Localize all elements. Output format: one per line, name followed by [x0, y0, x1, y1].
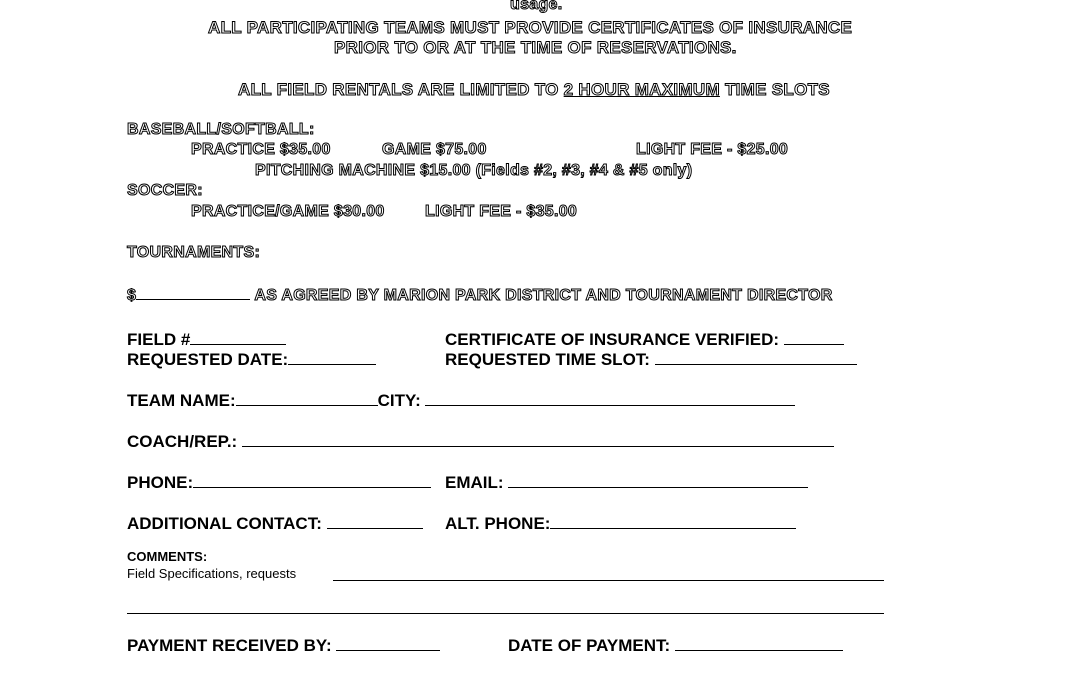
- tournament-dollar-sign: $: [127, 287, 137, 304]
- tournament-agreement-row: [127, 285, 833, 305]
- cert-verified-input[interactable]: [784, 330, 844, 345]
- date-of-payment-row: [508, 636, 843, 656]
- team-name-label: TEAM NAME:: [127, 391, 236, 410]
- additional-contact-row: [127, 514, 423, 534]
- alt-phone-input[interactable]: [550, 514, 796, 529]
- email-row: [445, 473, 808, 493]
- date-of-payment-input[interactable]: [675, 636, 843, 651]
- additional-contact-input[interactable]: [327, 514, 423, 529]
- rental-limit-suffix: TIME SLOTS: [719, 80, 830, 99]
- email-input[interactable]: [508, 473, 808, 488]
- payment-received-label: PAYMENT RECEIVED BY:: [127, 636, 332, 655]
- field-number-label: FIELD #: [127, 330, 191, 349]
- city-label: CITY:: [377, 391, 421, 410]
- comments-label: COMMENTS:: [127, 549, 208, 564]
- soccer-light-fee: LIGHT FEE - $35.00: [425, 203, 578, 220]
- alt-phone-row: [445, 514, 796, 534]
- payment-received-input[interactable]: [336, 636, 440, 651]
- coach-rep-input[interactable]: [242, 432, 834, 447]
- baseball-light-fee: LIGHT FEE - $25.00: [636, 141, 789, 158]
- phone-input[interactable]: [193, 473, 431, 488]
- requested-time-slot-label: REQUESTED TIME SLOT:: [445, 350, 650, 369]
- email-label: EMAIL:: [445, 473, 504, 492]
- rental-limit-notice: [238, 80, 830, 100]
- comments-line-2[interactable]: [127, 613, 884, 614]
- requested-date-row: [127, 350, 376, 370]
- date-of-payment-label: DATE OF PAYMENT:: [508, 636, 671, 655]
- cert-verified-row: [445, 330, 844, 350]
- baseball-game-fee: GAME $75.00: [382, 141, 487, 158]
- pitching-machine-fee: PITCHING MACHINE $15.00 (Fields #2, #3, #4 & #5 only): [255, 162, 693, 179]
- tournament-agreement-text: AS AGREED BY MARION PARK DISTRICT AND TOURNAMENT DIRECTOR: [254, 287, 833, 304]
- soccer-practice-game-fee: PRACTICE/GAME $30.00: [191, 203, 385, 220]
- tournament-amount-field[interactable]: [136, 285, 250, 300]
- city-input[interactable]: [425, 391, 795, 406]
- coach-rep-label: COACH/REP.:: [127, 432, 238, 451]
- rental-limit-prefix: ALL FIELD RENTALS ARE LIMITED TO: [238, 80, 564, 99]
- requested-date-input[interactable]: [288, 350, 376, 365]
- requested-time-slot-input[interactable]: [655, 350, 857, 365]
- insurance-notice-line2: PRIOR TO OR AT THE TIME OF RESERVATIONS.: [334, 38, 737, 57]
- comments-line-1[interactable]: [333, 580, 884, 581]
- baseball-heading: BASEBALL/SOFTBALL:: [127, 121, 315, 138]
- insurance-notice-line1: ALL PARTICIPATING TEAMS MUST PROVIDE CERTIFICATES OF INSURANCE: [208, 18, 853, 37]
- team-city-row: [127, 391, 795, 411]
- phone-row: [127, 473, 431, 493]
- baseball-practice-fee: PRACTICE $35.00: [191, 141, 331, 158]
- team-name-input[interactable]: [236, 391, 378, 406]
- rental-limit-underlined: 2 HOUR MAXIMUM: [563, 80, 720, 99]
- requested-date-label: REQUESTED DATE:: [127, 350, 289, 369]
- field-specs-label: Field Specifications, requests: [127, 566, 297, 581]
- usage-tail-text: usage.: [510, 0, 563, 13]
- requested-time-slot-row: [445, 350, 857, 370]
- phone-label: PHONE:: [127, 473, 194, 492]
- cert-verified-label: CERTIFICATE OF INSURANCE VERIFIED:: [445, 330, 780, 349]
- coach-rep-row: [127, 432, 834, 452]
- soccer-heading: SOCCER:: [127, 182, 203, 199]
- payment-received-row: [127, 636, 440, 656]
- tournaments-heading: TOURNAMENTS:: [127, 244, 261, 261]
- field-number-input[interactable]: [190, 330, 286, 345]
- alt-phone-label: ALT. PHONE:: [445, 514, 551, 533]
- additional-contact-label: ADDITIONAL CONTACT:: [127, 514, 322, 533]
- field-number-row: [127, 330, 286, 350]
